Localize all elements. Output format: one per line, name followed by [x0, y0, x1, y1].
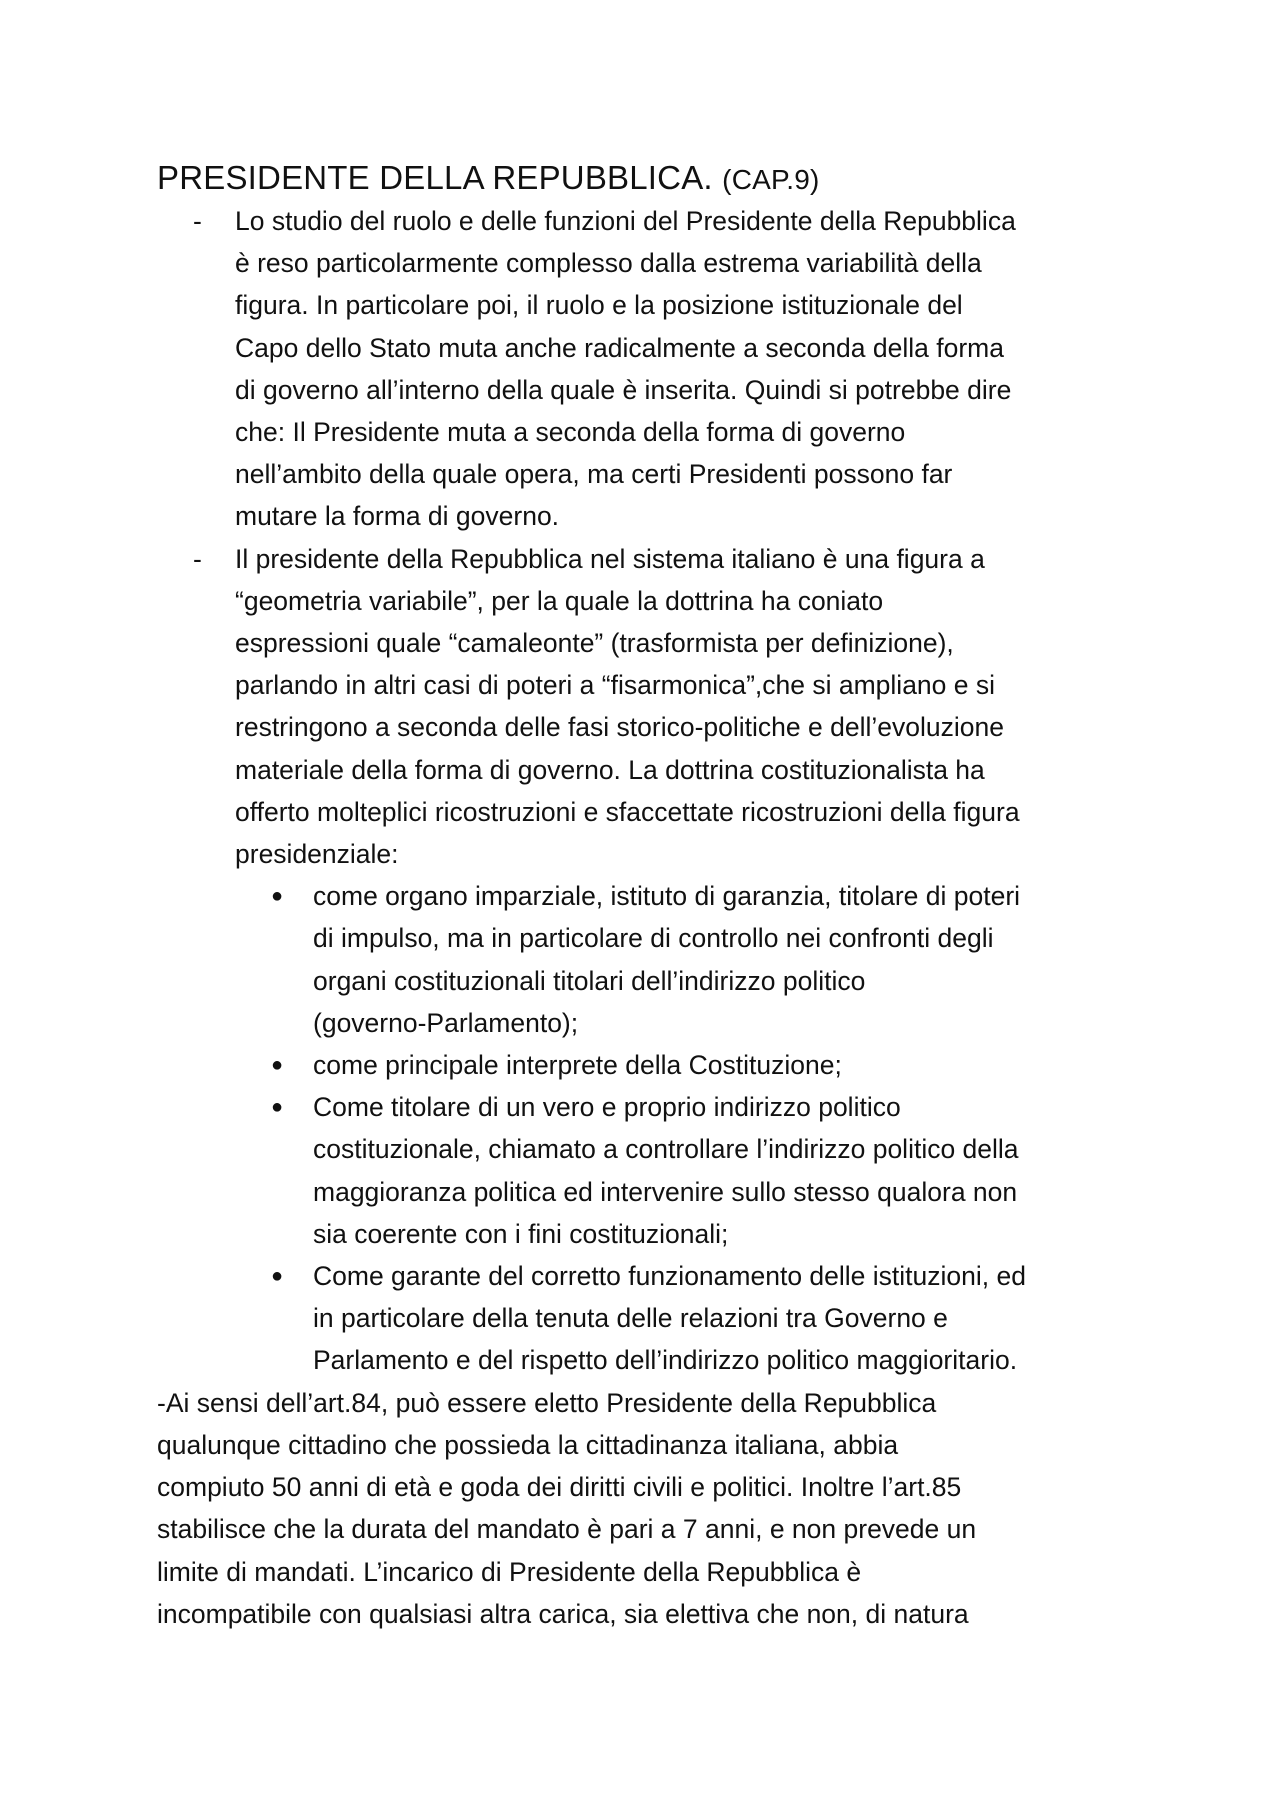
bullet-item-institutional-guarantor: [235, 1255, 1137, 1382]
text-line: organi costituzionali titolari dell’indirizzo politico: [313, 965, 866, 996]
bullet-icon: ●: [271, 885, 284, 908]
text-line: costituzionale, chiamato a controllare l’indirizzo politico della: [313, 1134, 1019, 1165]
text-line: Parlamento e del rispetto dell’indirizzo politico maggioritario.: [313, 1345, 1018, 1376]
bullet-icon: ●: [271, 1054, 284, 1077]
bullet-icon: ●: [271, 1265, 284, 1288]
closing-paragraph: [157, 1382, 1137, 1635]
text-line: incompatibile con qualsiasi altra carica, sia elettiva che non, di natura: [157, 1598, 969, 1629]
text-line: Lo studio del ruolo e delle funzioni del Presidente della Repubblica: [235, 206, 1016, 236]
text-line: mutare la forma di governo.: [235, 501, 560, 532]
bullet-list: [235, 875, 1137, 1381]
text-line: parlando in altri casi di poteri a “fisarmonica”,che si ampliano e si: [235, 670, 996, 701]
text-line: offerto molteplici ricostruzioni e sfaccettate ricostruzioni della figura: [235, 796, 1020, 827]
text-line: Capo dello Stato muta anche radicalmente a seconda della forma: [235, 332, 1004, 363]
dash-item-role-variability: [157, 200, 1137, 538]
title-main: PRESIDENTE DELLA REPUBBLICA.: [157, 159, 713, 196]
dash-item-variable-geometry: [157, 538, 1137, 1382]
dash-marker: -: [193, 206, 202, 236]
text-line: compiuto 50 anni di età e goda dei diritti civili e politici. Inoltre l’art.85: [157, 1472, 962, 1503]
text-line: nell’ambito della quale opera, ma certi Presidenti possono far: [235, 459, 953, 490]
dash-marker: -: [193, 543, 202, 574]
text-line: come principale interprete della Costituzione;: [313, 1050, 842, 1081]
text-line: qualunque cittadino che possieda la cittadinanza italiana, abbia: [157, 1429, 899, 1460]
text-line: “geometria variabile”, per la quale la dottrina ha coniato: [235, 585, 884, 616]
text-line: Come titolare di un vero e proprio indirizzo politico: [313, 1092, 901, 1123]
text-line: espressioni quale “camaleonte” (trasformista per definizione),: [235, 628, 954, 659]
bullet-item-political-direction: [235, 1086, 1137, 1255]
text-line: di governo all’interno della quale è inserita. Quindi si potrebbe dire: [235, 374, 1012, 405]
bullet-item-constitution-interpreter: [235, 1044, 1137, 1086]
text-line: che: Il Presidente muta a seconda della forma di governo: [235, 417, 906, 448]
text-line: come organo imparziale, istituto di garanzia, titolare di poteri: [313, 881, 1021, 912]
text-line: figura. In particolare poi, il ruolo e la posizione istituzionale del: [235, 290, 963, 321]
text-line: -Ai sensi dell’art.84, può essere eletto Presidente della Repubblica: [157, 1387, 937, 1418]
document-content: [157, 158, 1137, 1635]
text-line: Il presidente della Repubblica nel sistema italiano è una figura a: [235, 543, 985, 574]
text-line: (governo-Parlamento);: [313, 1007, 579, 1038]
text-line: Come garante del corretto funzionamento delle istituzioni, ed: [313, 1261, 1026, 1292]
text-line: stabilisce che la durata del mandato è pari a 7 anni, e non prevede un: [157, 1514, 977, 1545]
title-chapter: (CAP.9): [722, 164, 820, 195]
text-line: materiale della forma di governo. La dottrina costituzionalista ha: [235, 754, 985, 785]
text-line: limite di mandati. L’incarico di Presidente della Repubblica è: [157, 1556, 862, 1587]
bullet-icon: ●: [271, 1096, 284, 1119]
text-line: sia coerente con i fini costituzionali;: [313, 1218, 729, 1249]
dash-list: [157, 200, 1137, 1382]
page-title: [157, 158, 1137, 200]
bullet-item-impartial-organ: [235, 875, 1137, 1044]
text-line: restringono a seconda delle fasi storico-politiche e dell’evoluzione: [235, 712, 1004, 743]
text-line: in particolare della tenuta delle relazioni tra Governo e: [313, 1303, 948, 1334]
text-line: maggioranza politica ed intervenire sullo stesso qualora non: [313, 1176, 1018, 1207]
text-line: di impulso, ma in particolare di controllo nei confronti degli: [313, 923, 994, 954]
text-line: presidenziale:: [235, 839, 399, 870]
text-line: è reso particolarmente complesso dalla estrema variabilità della: [235, 248, 982, 279]
